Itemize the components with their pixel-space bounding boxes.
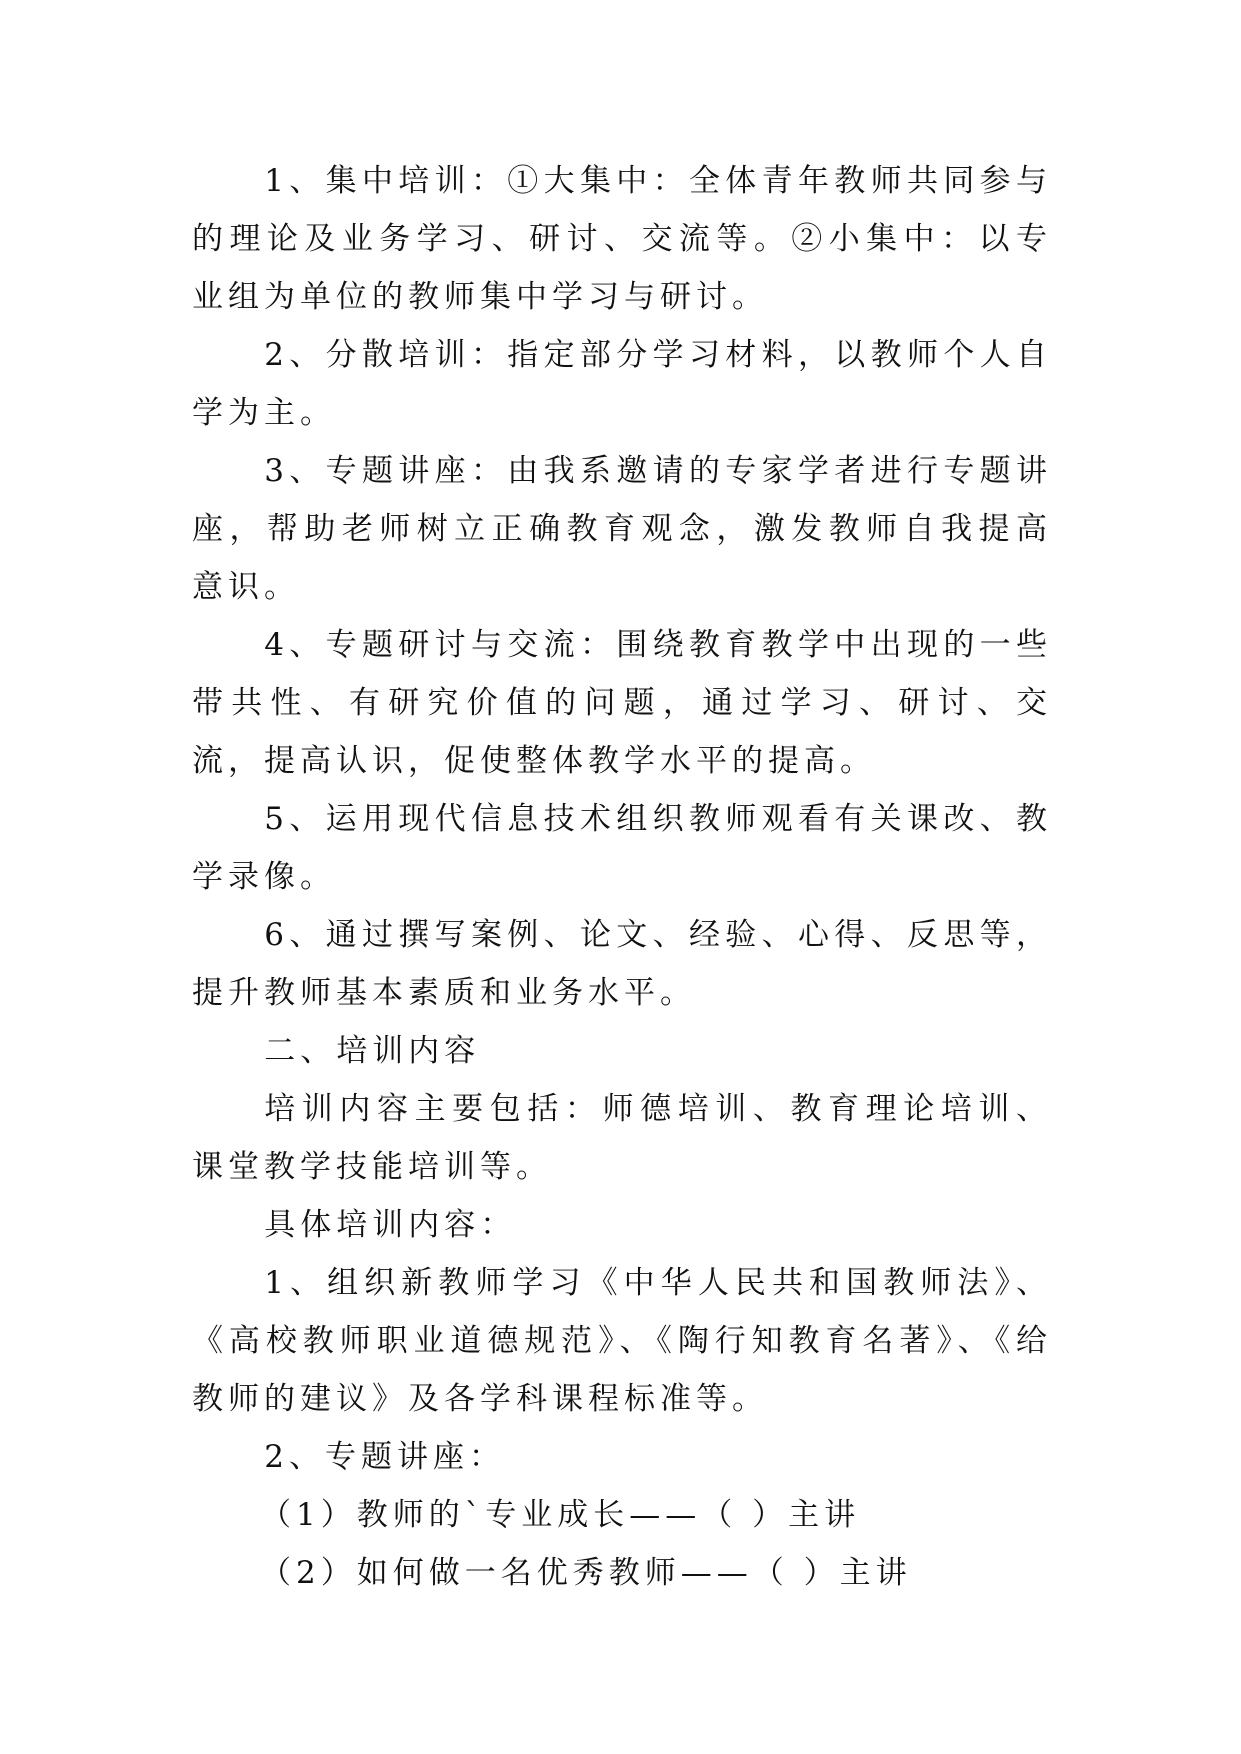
paragraph-centralized-training: 1、集中培训：①大集中：全体青年教师共同参与的理论及业务学习、研讨、交流等。②小集中：以专业组为单位的教师集中学习与研讨。 (192, 163, 1052, 315)
paragraph-dispersed-training: 2、分散培训：指定部分学习材料，以教师个人自学为主。 (192, 337, 1052, 431)
paragraph-special-lectures: 3、专题讲座：由我系邀请的专家学者进行专题讲座，帮助老师树立正确教育观念，激发教师自我提高意识。 (192, 453, 1052, 605)
paragraph-seminar-exchange: 4、专题研讨与交流：围绕教育教学中出现的一些带共性、有研究价值的问题，通过学习、研讨、交流，提高认识，促使整体教学水平的提高。 (192, 627, 1052, 779)
lecture-item-1: （1）教师的`专业成长——（ ）主讲 (260, 1497, 861, 1533)
lecture-item-2: （2）如何做一名优秀教师——（ ）主讲 (260, 1555, 912, 1591)
section-heading-training-content: 二、培训内容 (264, 1033, 481, 1069)
paragraph-lectures-label: 2、专题讲座： (264, 1439, 505, 1475)
paragraph-writing-cases: 6、通过撰写案例、论文、经验、心得、反思等，提升教师基本素质和业务水平。 (192, 917, 1052, 1011)
paragraph-info-technology: 5、运用现代信息技术组织教师观看有关课改、教学录像。 (192, 801, 1052, 895)
document-body (192, 152, 1052, 1602)
paragraph-study-materials: 1、组织新教师学习《中华人民共和国教师法》、《高校教师职业道德规范》、《陶行知教育名著》、《给教师的建议》及各学科课程标准等。 (192, 1265, 1052, 1417)
paragraph-content-summary: 培训内容主要包括：师德培训、教育理论培训、课堂教学技能培训等。 (192, 1091, 1052, 1185)
paragraph-specific-content-label: 具体培训内容： (264, 1207, 517, 1243)
